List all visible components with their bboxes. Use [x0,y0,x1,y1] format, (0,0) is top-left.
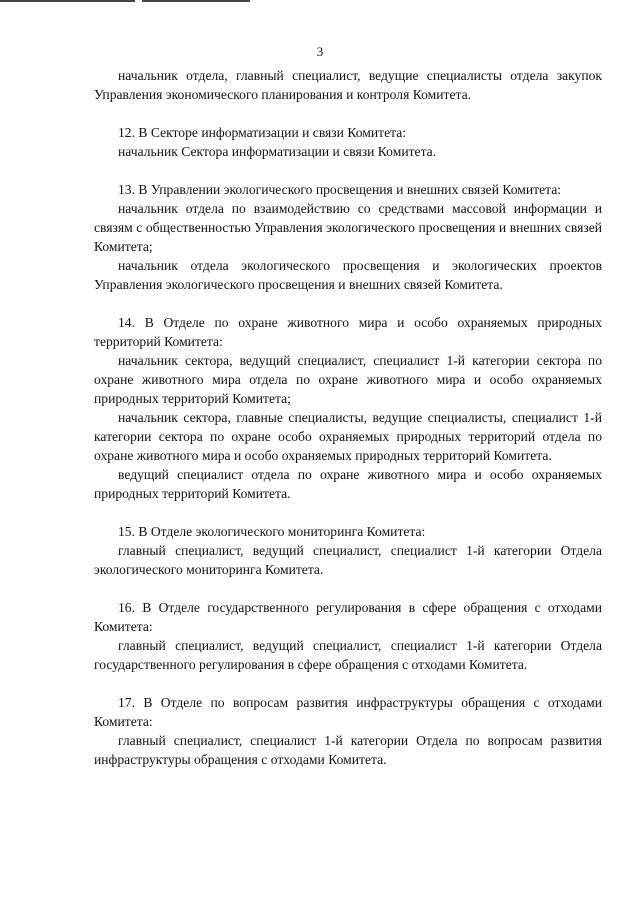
section-paragraph: начальник сектора, ведущий специалист, специалист 1-й категории сектора по охране животного мира отдела по охране животного мира и особо охраняемых природных территорий Комитета; [94,353,602,406]
section-heading: 16. В Отделе государственного регулирования в сфере обращения с отходами Комитета: [94,600,602,634]
section-heading: 15. В Отделе экологического мониторинга Комитета: [118,524,426,539]
section-heading: 17. В Отделе по вопросам развития инфраструктуры обращения с отходами Комитета: [94,695,602,729]
document-section [94,313,602,503]
section-paragraph: главный специалист, специалист 1-й категории Отдела по вопросам развития инфраструктуры обращения с отходами Комитета. [94,733,602,767]
document-body [94,66,602,788]
section-heading: 12. В Секторе информатизации и связи Комитета: [118,125,407,140]
section-paragraph: главный специалист, ведущий специалист, специалист 1-й категории Отдела экологического мониторинга Комитета. [94,543,602,577]
top-edge-rule-right [142,0,250,2]
section-paragraph: ведущий специалист отдела по охране животного мира и особо охраняемых природных территорий Комитета. [94,467,602,501]
section-paragraph: начальник сектора, главные специалисты, ведущие специалисты, специалист 1-й категории сектора по охране особо охраняемых природных территорий отдела по охране животного мира и особо охраняемых природных территорий Комитета. [94,410,602,463]
document-section [94,123,602,161]
document-section [94,66,602,104]
section-heading: 13. В Управлении экологического просвещения и внешних связей Комитета: [118,182,562,197]
section-paragraph: начальник отдела, главный специалист, ведущие специалисты отдела закупок Управления экономического планирования и контроля Комитета. [94,68,602,102]
top-edge-rule-left [0,0,135,2]
document-section [94,522,602,579]
section-paragraph: главный специалист, ведущий специалист, специалист 1-й категории Отдела государственного регулирования в сфере обращения с отходами Комитета. [94,638,602,672]
page-number: 3 [316,44,324,59]
document-section [94,693,602,769]
document-section [94,180,602,294]
section-paragraph: начальник отдела экологического просвещения и экологических проектов Управления экологического просвещения и внешних связей Комитета. [94,258,602,292]
document-section [94,598,602,674]
section-paragraph: начальник отдела по взаимодействию со средствами массовой информации и связям с общественностью Управления экологического просвещения и внешних связей Комитета; [94,201,602,254]
section-heading: 14. В Отделе по охране животного мира и особо охраняемых природных территорий Комитета: [94,315,602,349]
section-paragraph: начальник Сектора информатизации и связи Комитета. [118,144,437,159]
